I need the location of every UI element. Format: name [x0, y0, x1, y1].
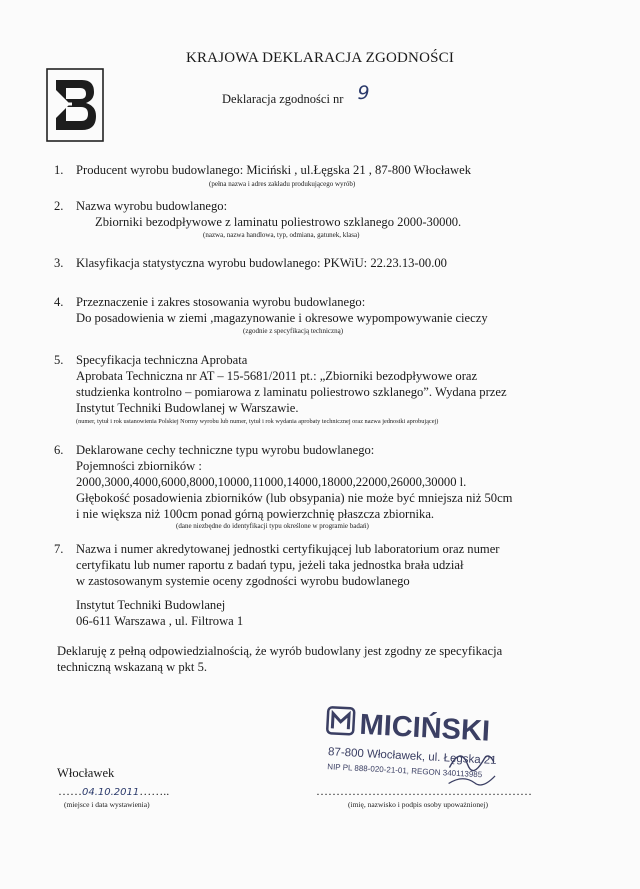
stamp-address: 87-800 Włocławek, ul. Łęgska 21: [327, 746, 497, 768]
section-5-line-1: Aprobata Techniczna nr AT – 15-5681/2011 pt.: „Zbiorniki bezodpływowe oraz: [76, 369, 478, 383]
section-2-number: 2.: [54, 199, 64, 213]
section-4-note: (zgodnie z specyfikacją techniczną): [243, 327, 344, 335]
section-2-text: Zbiorniki bezodpływowe z laminatu poliestrowo szklanego 2000-30000.: [95, 215, 462, 229]
closing-line-2: techniczną wskazaną w pkt 5.: [57, 660, 208, 674]
section-5-line-2: studzienka kontrolno – pomiarowa z laminatu poliestrowo szklanego”. Wydana przez: [76, 385, 507, 399]
signature-note: (imię, nazwisko i podpis osoby upoważnionej): [348, 800, 488, 809]
section-1-note: (pełna nazwa i adres zakładu produkującego wyrób): [209, 180, 356, 188]
section-4-text: Do posadowienia w ziemi ,magazynowanie i okresowe wypompowywanie cieczy: [76, 311, 488, 325]
section-3-number: 3.: [54, 256, 64, 270]
section-3-text: Klasyfikacja statystyczna wyrobu budowlanego: PKWiU: 22.23.13-00.00: [76, 256, 447, 270]
section-3: [54, 256, 447, 271]
section-4-number: 4.: [54, 295, 64, 309]
place-date-note: (miejsce i data wystawienia): [64, 800, 150, 809]
stamp-company-name: MICIŃSKI: [358, 708, 491, 748]
document-title: KRAJOWA DEKLARACJA ZGODNOŚCI: [185, 50, 455, 66]
date-line: [58, 784, 169, 799]
section-6-line-2: 2000,3000,4000,6000,8000,10000,11000,14000,18000,22000,26000,30000 l.: [76, 475, 467, 489]
section-6-line-3: Głębokość posadowienia zbiorników (lub obsypania) nie może być mniejsza niż 50cm: [76, 491, 513, 505]
signature-line: ………………………………………………: [316, 784, 532, 798]
section-5-title: Specyfikacja techniczna Aprobata: [76, 353, 248, 367]
section-7-line-2: certyfikatu lub numer raportu z badań typu, jeżeli taka jednostka brała udział: [76, 558, 464, 572]
section-6-title-line: [54, 443, 374, 458]
issue-date-handwritten: 04.10.2011: [82, 787, 140, 798]
section-7-line-1: Nazwa i numer akredytowanej jednostki certyfikującej lub laboratorium oraz numer: [76, 542, 500, 556]
declaration-number-line: [222, 82, 370, 108]
section-2-note: (nazwa, nazwa handlowa, typ, odmiana, gatunek, klasa): [203, 231, 360, 239]
institution-name: Instytut Techniki Budowlanej: [76, 598, 226, 612]
section-7-line-3: w zastosowanym systemie oceny zgodności wyrobu budowlanego: [76, 574, 410, 588]
closing-line-1: Deklaruję z pełną odpowiedzialnością, że wyrób budowlany jest zgodny ze specyfikacja: [57, 644, 503, 658]
stamp-tax-ids: NIP PL 888-020-21-01, REGON 340113985: [327, 762, 483, 780]
section-6-line-4: i nie większa niż 100cm ponad górną powierzchnię płaszcza zbiornika.: [76, 507, 435, 521]
section-5-note: (numer, tytuł i rok ustanowienia Polskiej Normy wyrobu lub numer, tytuł i rok wydania aprobaty technicznej oraz nazwa jednostki aprobującej): [76, 418, 439, 425]
section-6-line-1: Pojemności zbiorników :: [76, 459, 202, 473]
section-7-number: 7.: [54, 542, 64, 556]
section-5-line-3: Instytut Techniki Budowlanej w Warszawie.: [76, 401, 299, 415]
declaration-number: 9: [357, 82, 370, 104]
section-2-title-line: [54, 199, 227, 214]
date-dots-left: ……: [58, 784, 82, 798]
section-5-number: 5.: [54, 353, 64, 367]
place-name: Włocławek: [57, 766, 115, 780]
section-1-number: 1.: [54, 163, 64, 177]
building-b-logo: [46, 68, 104, 142]
date-dots-right: ……..: [139, 784, 170, 798]
section-7-line-1-row: [54, 542, 499, 557]
section-1-text: Producent wyrobu budowlanego: Miciński , ul.Łęgska 21 , 87-800 Włocławek: [76, 163, 471, 177]
section-6-number: 6.: [54, 443, 64, 457]
section-2-title: Nazwa wyrobu budowlanego:: [76, 199, 228, 213]
declaration-number-label: Deklaracja zgodności nr: [222, 92, 344, 106]
section-5-title-line: [54, 353, 247, 368]
section-6-title: Deklarowane cechy techniczne typu wyrobu budowlanego:: [76, 443, 375, 457]
section-1: [54, 163, 471, 178]
section-4-title-line: [54, 295, 365, 310]
section-4-title: Przeznaczenie i zakres stosowania wyrobu budowlanego:: [76, 295, 366, 309]
section-6-note: (dane niezbędne do identyfikacji typu określone w programie badań): [176, 522, 369, 530]
institution-address: 06-611 Warszawa , ul. Filtrowa 1: [76, 614, 244, 628]
